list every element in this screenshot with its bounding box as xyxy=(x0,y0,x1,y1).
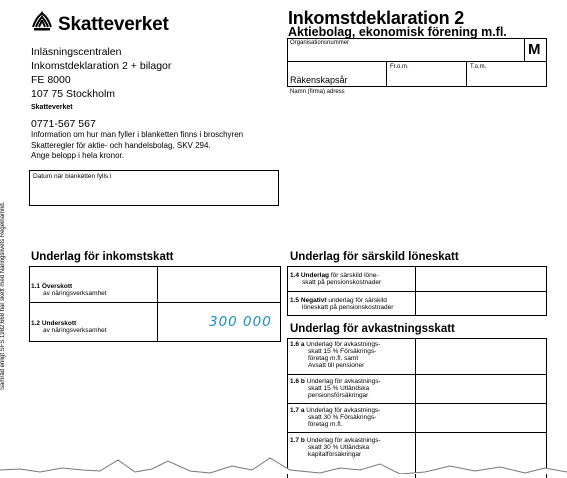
section-title-inkomstskatt: Underlag för inkomstskatt xyxy=(31,251,174,263)
row-rest: för särskild löne- xyxy=(330,272,379,279)
contact-title: Skatteverket xyxy=(31,104,73,111)
row-line: kapitalförsäkringar xyxy=(308,451,362,458)
from-date-field[interactable] xyxy=(388,70,464,85)
row-line: skatt 15 % Försäkrings- xyxy=(308,348,377,355)
org-number-label: Organisationsnummer xyxy=(290,40,350,46)
address-line: Inläsningscentralen xyxy=(31,46,122,58)
row-name: Underskott xyxy=(41,320,77,327)
row-code: 1.1 xyxy=(31,283,41,290)
brand-name: Skatteverket xyxy=(58,14,169,35)
address-line: 107 75 Stockholm xyxy=(31,88,116,100)
side-note: Samråd enligt SFS 1982:668 har skett med Näringslivets Regelnämnd. xyxy=(0,201,6,390)
info-line: Information om hur man fyller i blanketten finns i broschyren xyxy=(31,130,244,139)
row-sub: löneskatt på pensionskostnader xyxy=(302,304,394,311)
row-line: företag m.fl. xyxy=(308,421,343,428)
row-rest: underlag för särskild xyxy=(328,297,387,304)
row-sub: skatt på pensionskostnader xyxy=(302,279,382,286)
row-1-7a-label xyxy=(290,407,380,428)
contact-info xyxy=(31,130,243,162)
row-line: skatt 30 % Utländska xyxy=(308,444,370,451)
info-line: Ange belopp i hela kronor. xyxy=(31,151,124,160)
row-code: 1.2 xyxy=(31,320,41,327)
row-code: 1.6 a xyxy=(290,341,305,348)
row-code: 1.6 b xyxy=(290,378,305,385)
form-subtitle: Aktiebolag, ekonomisk förening m.fl. xyxy=(288,25,507,39)
row-line: skatt 30 % Försäkrings- xyxy=(308,414,377,421)
overskott-field[interactable] xyxy=(159,268,279,300)
avkastning-1-7a-field[interactable] xyxy=(417,405,545,431)
row-name: Överskott xyxy=(41,283,73,290)
row-code: 1.7 b xyxy=(290,437,305,444)
row-1-6a-label xyxy=(290,341,380,369)
row-line: företag m.fl. samt xyxy=(308,355,359,362)
section-title-loneskatt: Underlag för särskild löneskatt xyxy=(290,251,459,263)
row-name: Underlag xyxy=(300,272,330,279)
avkastning-1-6b-field[interactable] xyxy=(417,376,545,402)
org-number-field[interactable] xyxy=(290,48,520,60)
name-address-label: Namn (firma) adress xyxy=(290,89,345,95)
row-sub: av näringsverksamhet xyxy=(43,290,107,297)
address-line: FE 8000 xyxy=(31,74,71,86)
loneskatt-negativt-field[interactable] xyxy=(417,293,545,314)
row-line: Underlag för avkastnings- xyxy=(306,378,381,385)
row-1-5-label xyxy=(290,297,393,311)
underskott-value: 300 000 xyxy=(209,314,272,330)
crown-logo-icon xyxy=(31,11,53,33)
date-field-label: Datum när blanketten fylls i xyxy=(33,173,112,180)
loneskatt-underlag-field[interactable] xyxy=(417,268,545,289)
row-line: Avsatt till pensioner xyxy=(308,362,365,369)
recipient-address xyxy=(31,45,171,101)
contact-phone: 0771-567 567 xyxy=(31,118,96,130)
row-1-6b-label xyxy=(290,378,381,399)
to-date-field[interactable] xyxy=(468,70,544,85)
date-field[interactable] xyxy=(29,170,279,206)
row-line: Underlag för avkastnings- xyxy=(306,341,381,348)
from-label: Fr.o.m. xyxy=(390,64,409,70)
row-1-4-label xyxy=(290,272,381,286)
section-title-avkastningsskatt: Underlag för avkastningsskatt xyxy=(290,323,455,335)
row-sub: av näringsverksamhet xyxy=(43,327,107,334)
row-line: skatt 15 % Utländska xyxy=(308,385,370,392)
info-line: Skatteregler för aktie- och handelsbolag, SKV 294. xyxy=(31,140,211,150)
row-1-2-label xyxy=(31,320,107,334)
form-title: Inkomstdeklaration 2 xyxy=(288,8,465,28)
row-code: 1.7 a xyxy=(290,407,305,414)
row-line: Underlag för avkastnings- xyxy=(306,437,381,444)
row-1-1-label xyxy=(31,283,107,297)
period-label: Räkenskapsår xyxy=(290,75,348,85)
underskott-field[interactable] xyxy=(159,305,279,340)
to-label: T.o.m. xyxy=(470,64,487,70)
torn-edge xyxy=(0,440,567,474)
row-line: Underlag för avkastnings- xyxy=(306,407,381,414)
avkastning-1-6a-field[interactable] xyxy=(417,340,545,372)
row-code: 1.4 xyxy=(290,272,300,279)
row-code: 1.5 xyxy=(290,297,300,304)
row-line: pensionsförsäkringar xyxy=(308,392,369,399)
row-name: Negativt xyxy=(300,297,327,304)
m-label: M xyxy=(528,41,541,58)
address-line: Inkomstdeklaration 2 + bilagor xyxy=(31,60,172,72)
